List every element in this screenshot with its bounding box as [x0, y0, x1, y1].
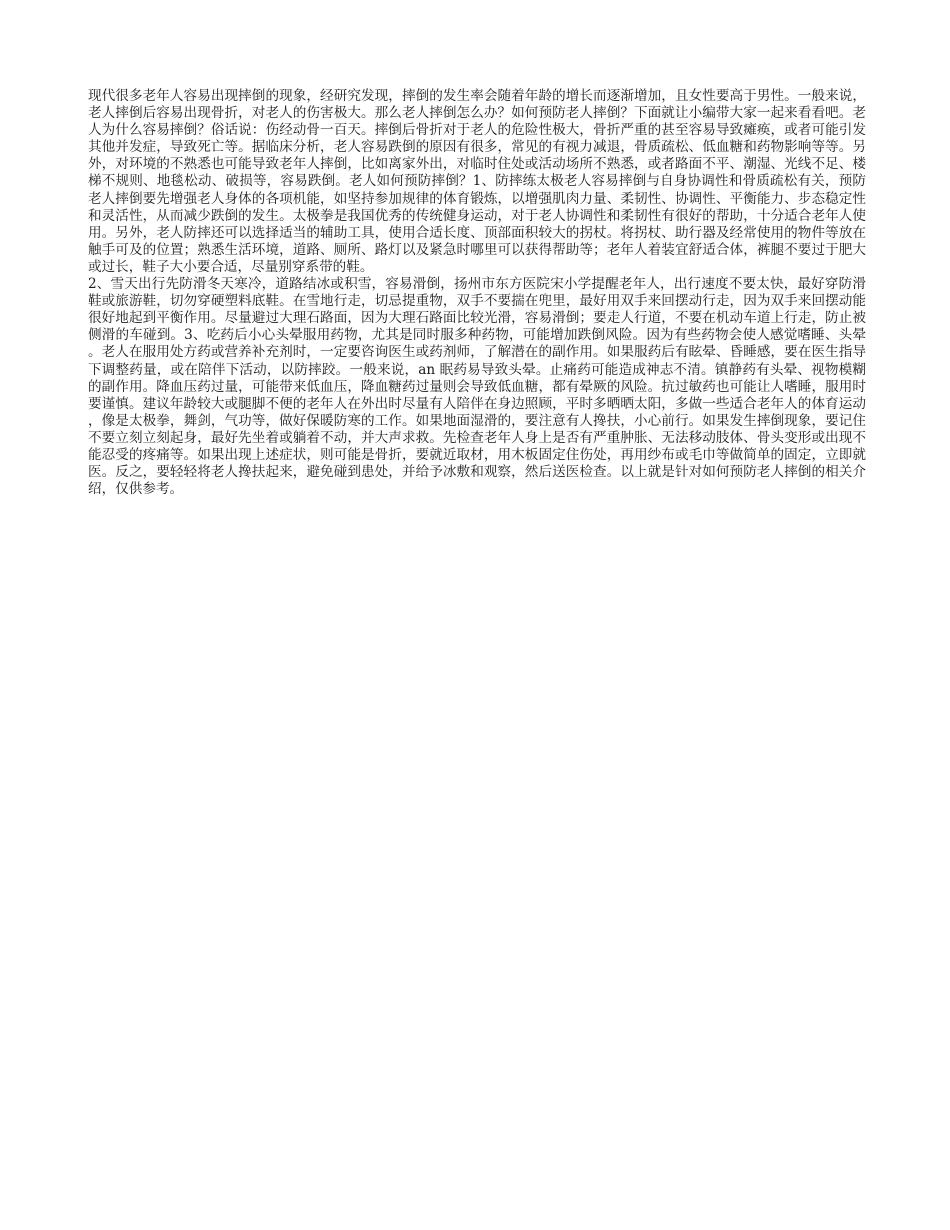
article-paragraph-1: 现代很多老年人容易出现摔倒的现象，经研究发现，摔倒的发生率会随着年龄的增长而逐渐增加，且女性要高于男性。一般来说，老人摔倒后容易出现骨折，对老人的伤害极大。那么老人摔倒怎么办？如何预防老人摔倒？下面就让小编带大家一起来看看吧。老人为什么容易摔倒？俗话说：伤经动骨一百天。摔倒后骨折对于老人的危险性极大，骨折严重的甚至容易导致瘫痪，或者可能引发其他并发症，导致死亡等。据临床分析，老人容易跌倒的原因有很多，常见的有视力减退，骨质疏松、低血糖和药物影响等等。另外，对环境的不熟悉也可能导致老年人摔倒，比如离家外出，对临时住处或活动场所不熟悉，或者路面不平、潮湿、光线不足、楼梯不规则、地毯松动、破损等，容易跌倒。老人如何预防摔倒？1、防摔练太极老人容易摔倒与自身协调性和骨质疏松有关，预防老人摔倒要先增强老人身体的各项机能，如坚持参加规律的体育锻炼，以增强肌肉力量、柔韧性、协调性、平衡能力、步态稳定性和灵活性，从而减少跌倒的发生。太极拳是我国优秀的传统健身运动，对于老人协调性和柔韧性有很好的帮助，十分适合老年人使用。另外，老人防摔还可以选择适当的辅助工具，使用合适长度、顶部面积较大的拐杖。将拐杖、助行器及经常使用的物件等放在触手可及的位置；熟悉生活环境，道路、厕所、路灯以及紧急时哪里可以获得帮助等；老年人着装宜舒适合体，裤腿不要过于肥大或过长，鞋子大小要合适，尽量别穿系带的鞋。 — [88, 88, 866, 275]
article-paragraph-2: 2、雪天出行先防滑冬天寒冷，道路结冰或积雪，容易滑倒，扬州市东方医院宋小学提醒老年人，出行速度不要太快，最好穿防滑鞋或旅游鞋，切勿穿硬塑料底鞋。在雪地行走，切忌提重物，双手不要揣在兜里，最好用双手来回摆动行走，因为双手来回摆动能很好地起到平衡作用。尽量避过大理石路面，因为大理石路面比较光滑，容易滑倒；要走人行道，不要在机动车道上行走，防止被侧滑的车碰到。3、吃药后小心头晕服用药物，尤其是同时服多种药物，可能增加跌倒风险。因为有些药物会使人感觉嗜睡、头晕。老人在服用处方药或营养补充剂时，一定要咨询医生或药剂师，了解潜在的副作用。如果服药后有眩晕、昏睡感，要在医生指导下调整药量，或在陪伴下活动，以防摔跤。一般来说，an 眠药易导致头晕。止痛药可能造成神志不清。镇静药有头晕、视物模糊的副作用。降血压药过量，可能带来低血压，降血糖药过量则会导致低血糖，都有晕厥的风险。抗过敏药也可能让人嗜睡，服用时要谨慎。建议年龄较大或腿脚不便的老年人在外出时尽量有人陪伴在身边照顾，平时多晒晒太阳，多做一些适合老年人的体育运动，像是太极拳，舞剑，气功等，做好保暖防寒的工作。如果地面湿滑的，要注意有人搀扶，小心前行。如果发生摔倒现象，要记住不要立刻立刻起身，最好先坐着或躺着不动，并大声求救。先检查老年人身上是否有严重肿胀、无法移动肢体、骨头变形或出现不能忍受的疼痛等。如果出现上述症状，则可能是骨折，要就近取材，用木板固定住伤处，再用纱布或毛巾等做简单的固定，立即就医。反之，要轻轻将老人搀扶起来，避免碰到患处，并给予冰敷和观察，然后送医检查。以上就是针对如何预防老人摔倒的相关介绍，仅供参考。 — [88, 276, 866, 498]
document-body — [88, 88, 866, 498]
